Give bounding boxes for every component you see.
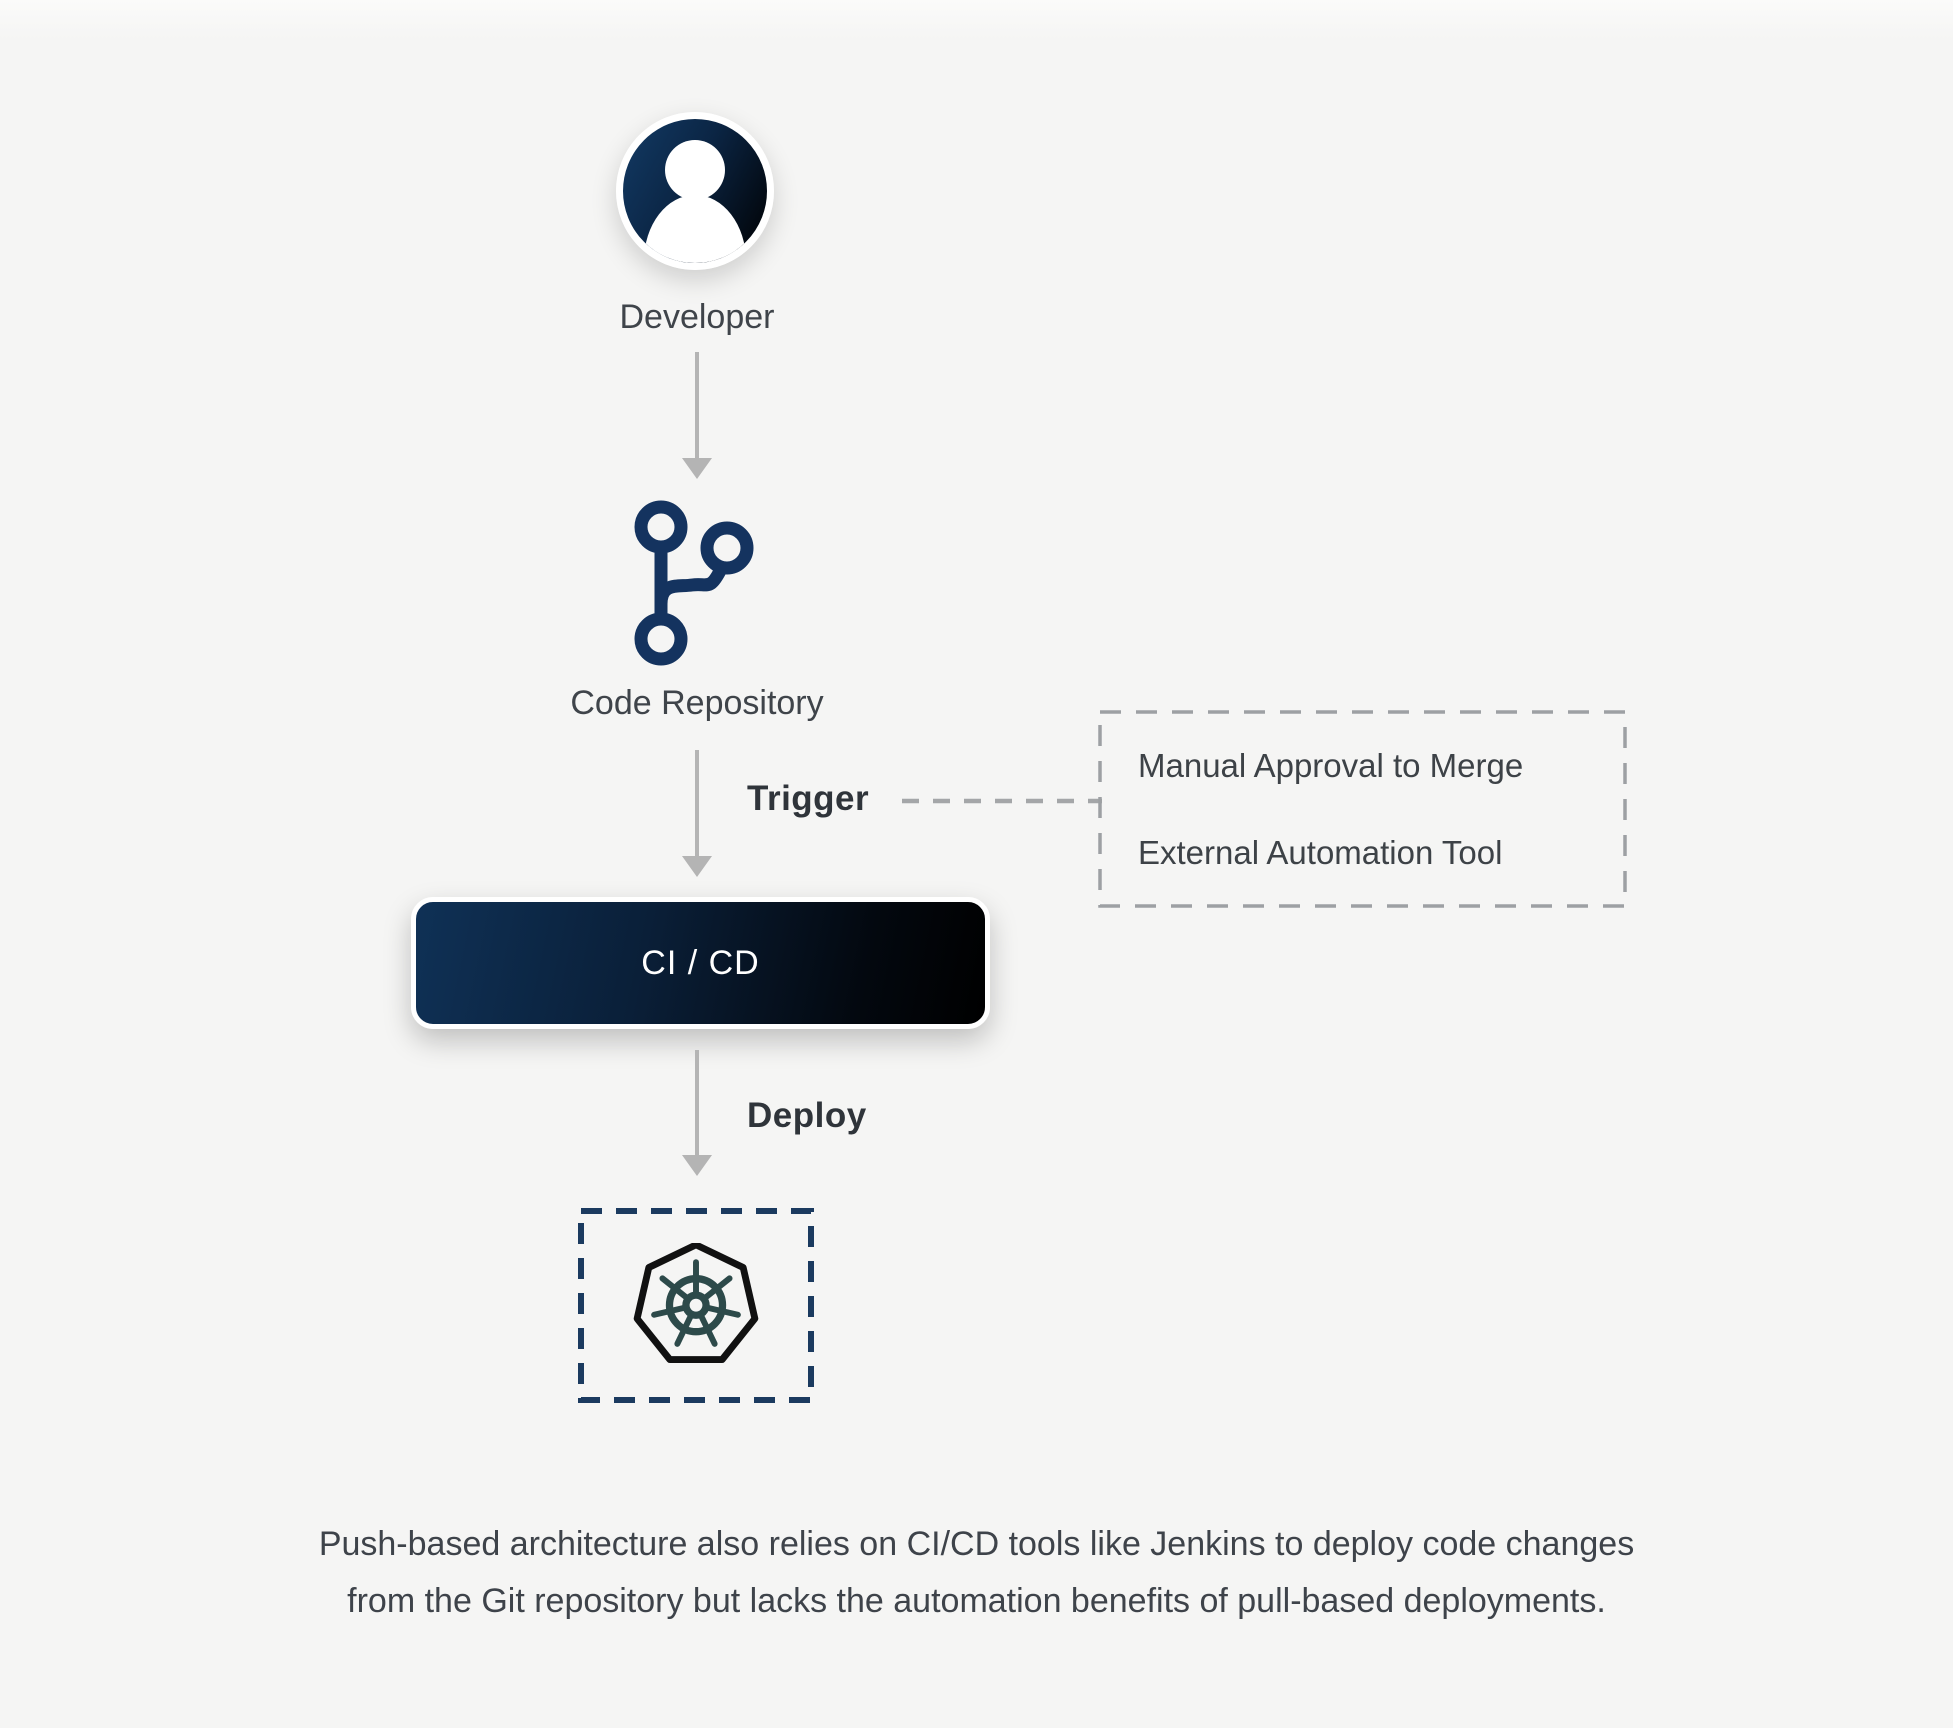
developer-label: Developer xyxy=(619,298,775,336)
person-icon xyxy=(623,119,767,263)
git-branch-icon xyxy=(632,498,758,666)
cicd-label: CI / CD xyxy=(641,943,760,982)
deploy-label: Deploy xyxy=(747,1096,867,1135)
developer-avatar xyxy=(616,112,774,270)
trigger-option-item: Manual Approval to Merge xyxy=(1138,746,1524,784)
trigger-label: Trigger xyxy=(747,779,870,818)
trigger-options-box xyxy=(1098,710,1627,908)
arrow-down-icon xyxy=(682,352,712,479)
cicd-node xyxy=(411,897,990,1029)
kubernetes-helm-icon xyxy=(632,1243,760,1371)
trigger-dashed-connector xyxy=(902,797,1102,805)
caption-line-2: from the Git repository but lacks the automation benefits of pull-based deployments. xyxy=(347,1582,1606,1620)
code-repository-label: Code Repository xyxy=(570,684,824,722)
arrow-down-icon xyxy=(682,750,712,877)
caption-line-1: Push-based architecture also relies on CI/CD tools like Jenkins to deploy code changes xyxy=(318,1525,1635,1563)
trigger-option-item: External Automation Tool xyxy=(1138,833,1503,871)
caption xyxy=(0,1516,1953,1630)
arrow-down-icon xyxy=(682,1050,712,1176)
kubernetes-node xyxy=(578,1208,814,1403)
